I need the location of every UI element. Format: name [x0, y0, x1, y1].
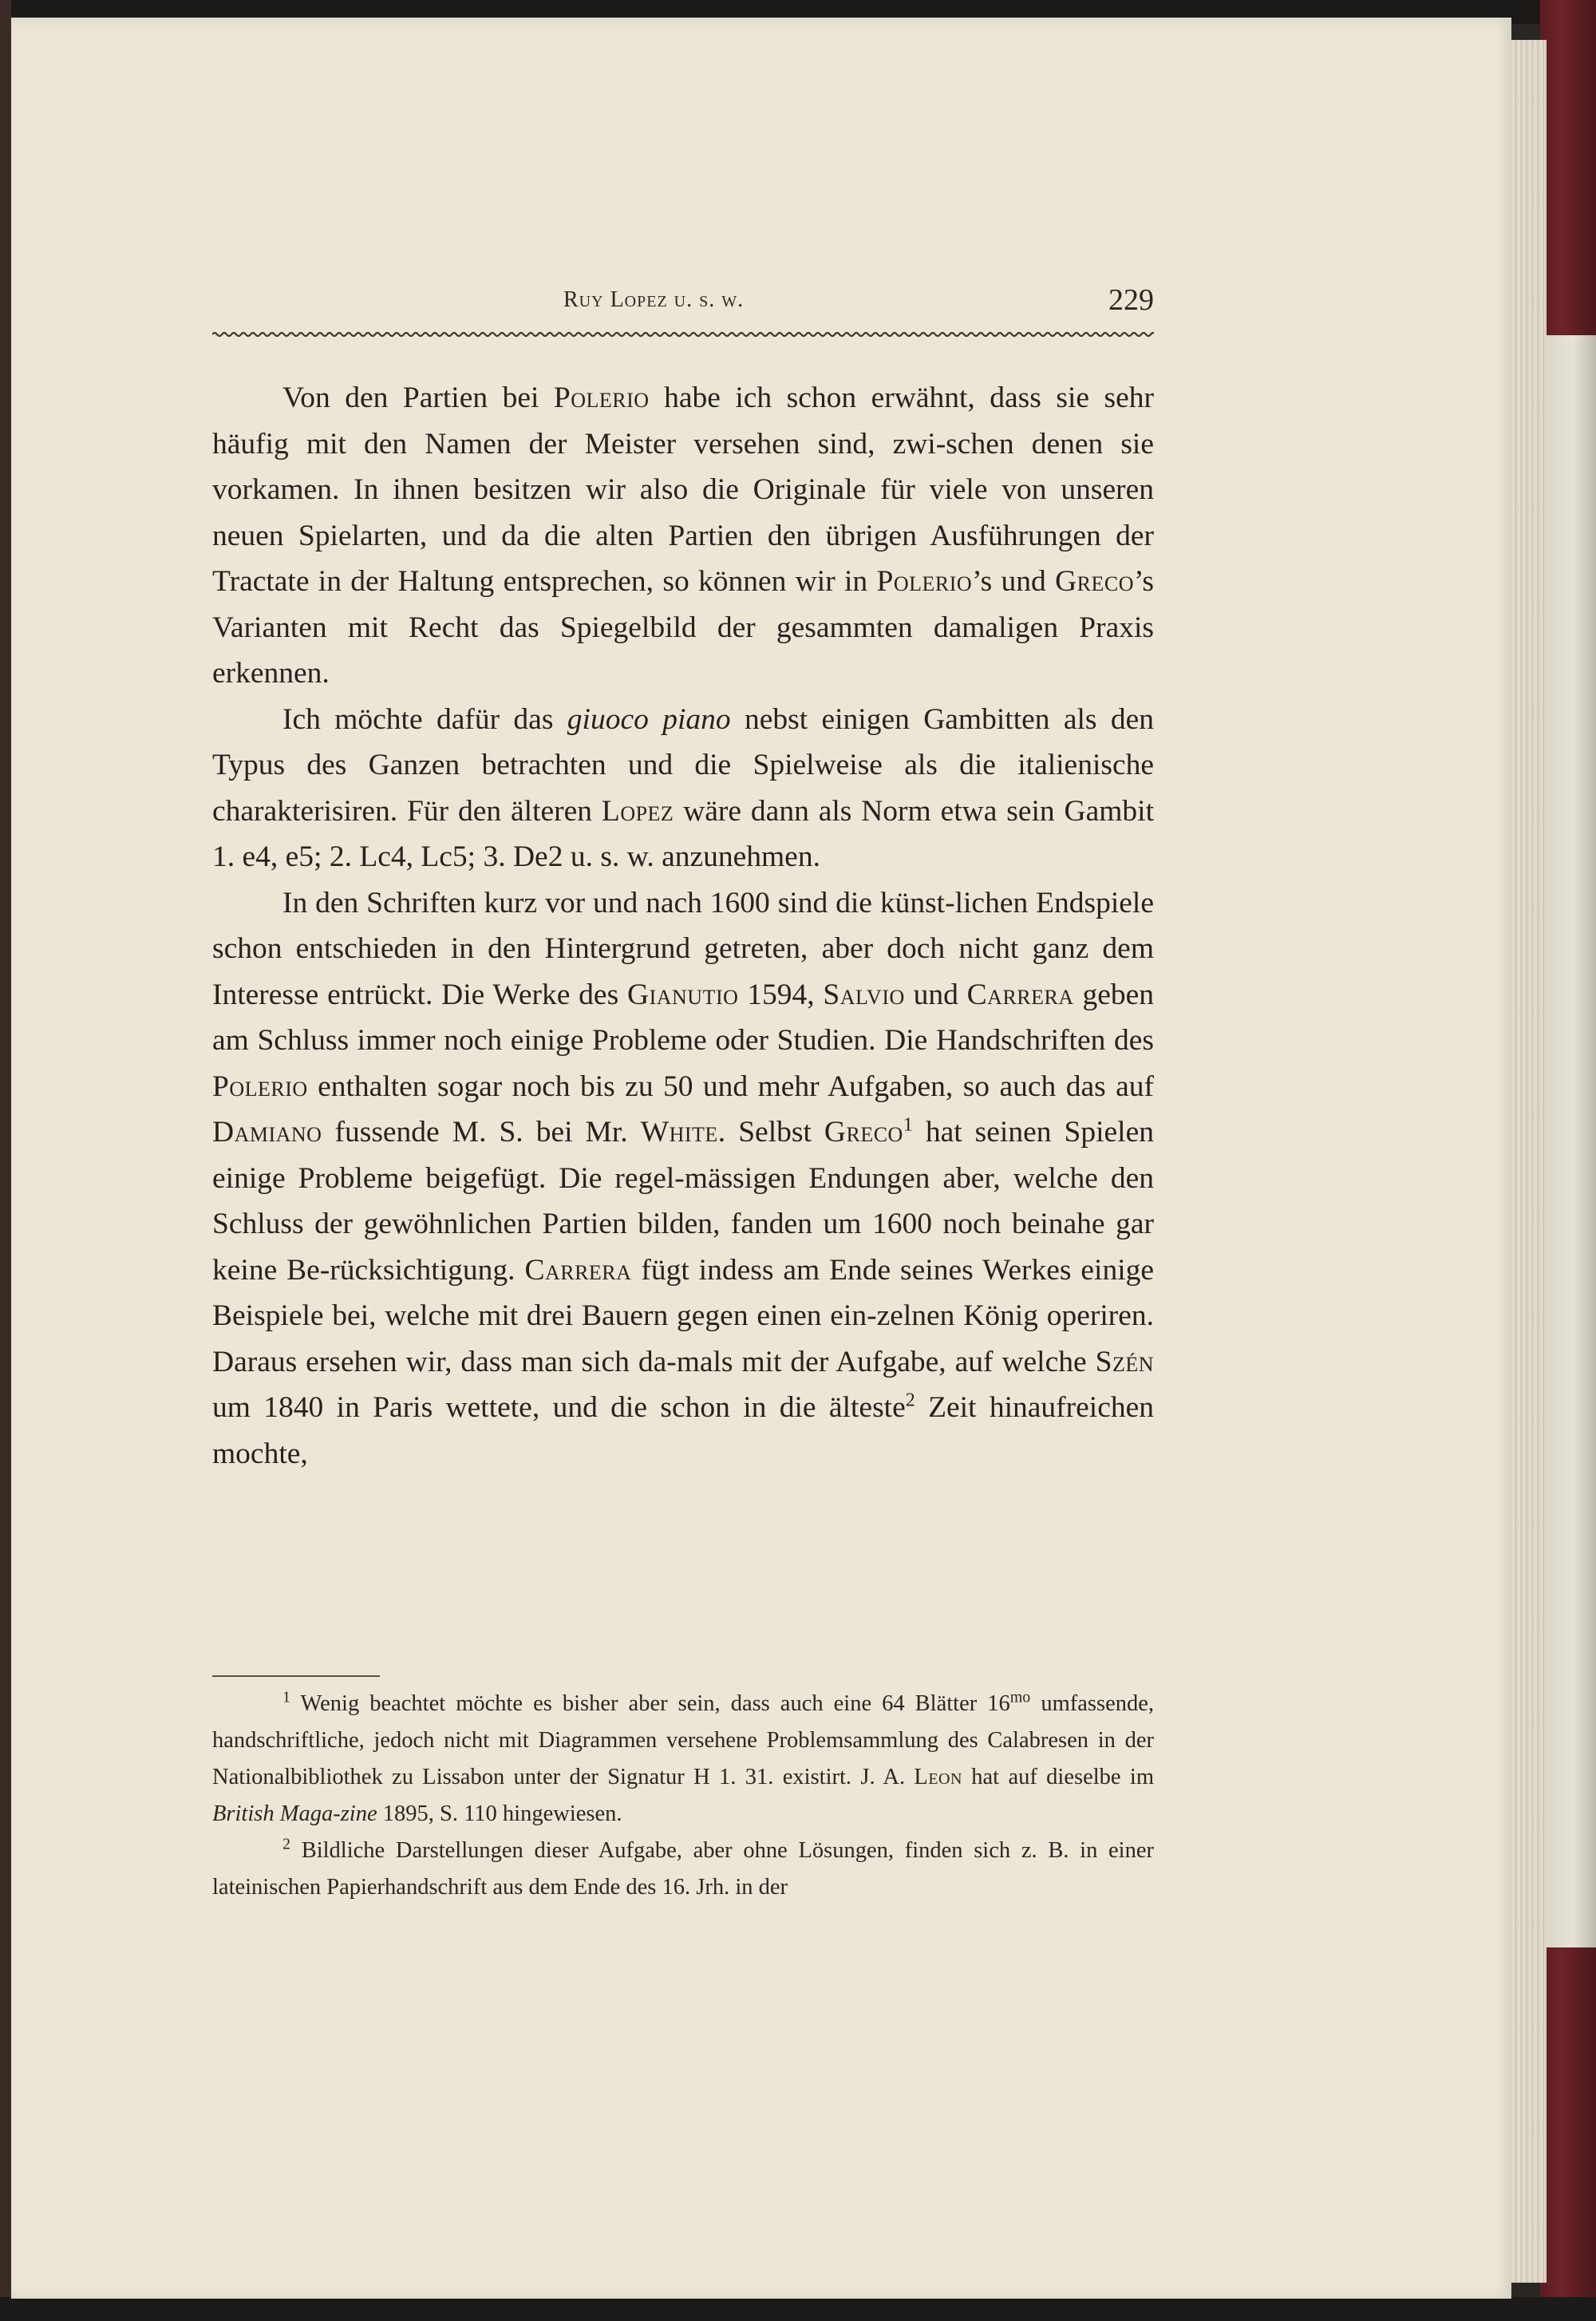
page-number: 229 — [1108, 283, 1154, 317]
text-span: wäre dann als Norm etwa sein Gambit 1. e4, e5; 2. Lc4, Lc5; 3. De2 u. s. w. anzunehmen. — [212, 794, 1155, 873]
book-cover-right — [1540, 0, 1596, 2321]
text-span: fügt indess am Ende seines Werkes einige Beispiele bei, welche mit drei Bauern gegen einen ein-zelnen König operiren. Daraus ersehen wir, dass man sich da-mals mit der Aufgabe, auf welche — [212, 1253, 1155, 1378]
person-name: White — [640, 1116, 718, 1149]
book-cover-bottom — [0, 2297, 1596, 2321]
footnote-1 — [212, 1686, 1154, 1833]
text-span: enthalten sogar noch bis zu 50 und mehr Aufgaben, so auch das auf — [307, 1070, 1154, 1103]
text-span: Von den Partien bei — [282, 382, 554, 414]
page-block-edge — [1540, 335, 1596, 1947]
superscript-mo: mo — [1009, 1688, 1031, 1706]
book-cover-left — [0, 0, 11, 2321]
footnote-mark-2: 2 — [282, 1835, 290, 1853]
text-span: hat auf dieselbe im — [962, 1765, 1154, 1789]
text-span: um 1840 in Paris wettete, und die schon in die älteste — [212, 1391, 906, 1424]
text-span: und — [904, 978, 967, 1011]
text-span: 1895, S. 110 hingewiesen. — [377, 1801, 622, 1826]
person-name: Greco — [1055, 565, 1134, 598]
text-span: Zeit hinaufreichen mochte, — [212, 1391, 1154, 1470]
person-name: Szén — [1095, 1345, 1154, 1378]
wavy-header-rule — [212, 329, 1154, 340]
text-span: umfassende, handschriftliche, jedoch nicht mit Diagrammen versehene Problemsammlung des Calabresen in der Nationalbibliothek zu Lissabon unter der Signatur H 1. 31. existirt. J. A. — [212, 1691, 1155, 1789]
text-span: 1594, — [738, 978, 824, 1011]
main-text — [212, 375, 1154, 1477]
footnotes — [212, 1686, 1154, 1906]
text-span: Wenig beachtet möchte es bisher aber sein, dass auch eine 64 Blätter 16 — [290, 1691, 1010, 1716]
text-span: fussende M. S. bei Mr. — [322, 1116, 641, 1149]
footnote-separator — [212, 1675, 380, 1677]
person-name: Polerio — [212, 1070, 308, 1103]
person-name: Polerio — [553, 382, 650, 414]
text-span: Ich möchte dafür das — [282, 702, 567, 736]
text-span: ’s und — [972, 565, 1056, 598]
person-name: Carrera — [524, 1253, 632, 1287]
person-name: Leon — [914, 1765, 962, 1789]
text-span: geben am Schluss immer noch einige Probleme oder Studien. Die Handschriften des — [212, 978, 1155, 1057]
paragraph-2 — [212, 697, 1154, 880]
person-name: Lopez — [601, 794, 674, 828]
person-name: Gianutio — [627, 978, 739, 1011]
person-name: Greco — [824, 1116, 903, 1149]
footnote-ref-2[interactable]: 2 — [905, 1390, 915, 1411]
italic-title: British Maga-zine — [212, 1801, 377, 1826]
footnote-ref-1[interactable]: 1 — [903, 1114, 913, 1136]
person-name: Polerio — [876, 565, 973, 598]
text-span: habe ich schon erwähnt, dass sie sehr häufig mit den Namen der Meister versehen sind, zwi-schen denen sie vorkamen. In ihnen besitzen wir also die Originale für viele von unseren neuen Spielarten, und da die alten Partien den übrigen Ausführungen der Tractate in der Haltung entsprechen, so können wir in — [212, 382, 1154, 598]
footnote-2 — [212, 1833, 1154, 1906]
person-name: Carrera — [966, 978, 1074, 1011]
text-span: nebst einigen Gambitten als den Typus des Ganzen betrachten und die Spielweise als die italienische charakterisiren. Für den älteren — [212, 702, 1155, 828]
text-span: ’s Varianten mit Recht das Spiegelbild der gesammten damaligen Praxis erkennen. — [212, 565, 1155, 690]
text-span: . Selbst — [717, 1116, 824, 1149]
italic-term: giuoco piano — [567, 702, 731, 736]
paragraph-3 — [212, 880, 1154, 1477]
person-name: Salvio — [823, 978, 905, 1011]
text-span: Bildliche Darstellungen dieser Aufgabe, aber ohne Lösungen, finden sich z. B. in einer lateinischen Papierhandschrift aus dem Ende des 16. Jrh. in der — [212, 1838, 1154, 1900]
footnote-mark-1: 1 — [282, 1688, 290, 1706]
paragraph-1 — [212, 375, 1154, 697]
person-name: Damiano — [212, 1116, 322, 1149]
text-span: hat seinen Spielen einige Probleme beigefügt. Die regel-mässigen Endungen aber, welche den Schluss der gewöhnlichen Partien bilden, fanden um 1600 noch beinahe gar keine Be-rücksichtigung. — [212, 1116, 1154, 1287]
page-header — [212, 283, 1154, 319]
running-head: Ruy Lopez u. s. w. — [563, 287, 745, 312]
text-span: In den Schriften kurz vor und nach 1600 sind die künst-lichen Endspiele schon entschieden in den Hintergrund getreten, aber doch nicht ganz dem Interesse entrückt. Die Werke des — [212, 886, 1154, 1011]
